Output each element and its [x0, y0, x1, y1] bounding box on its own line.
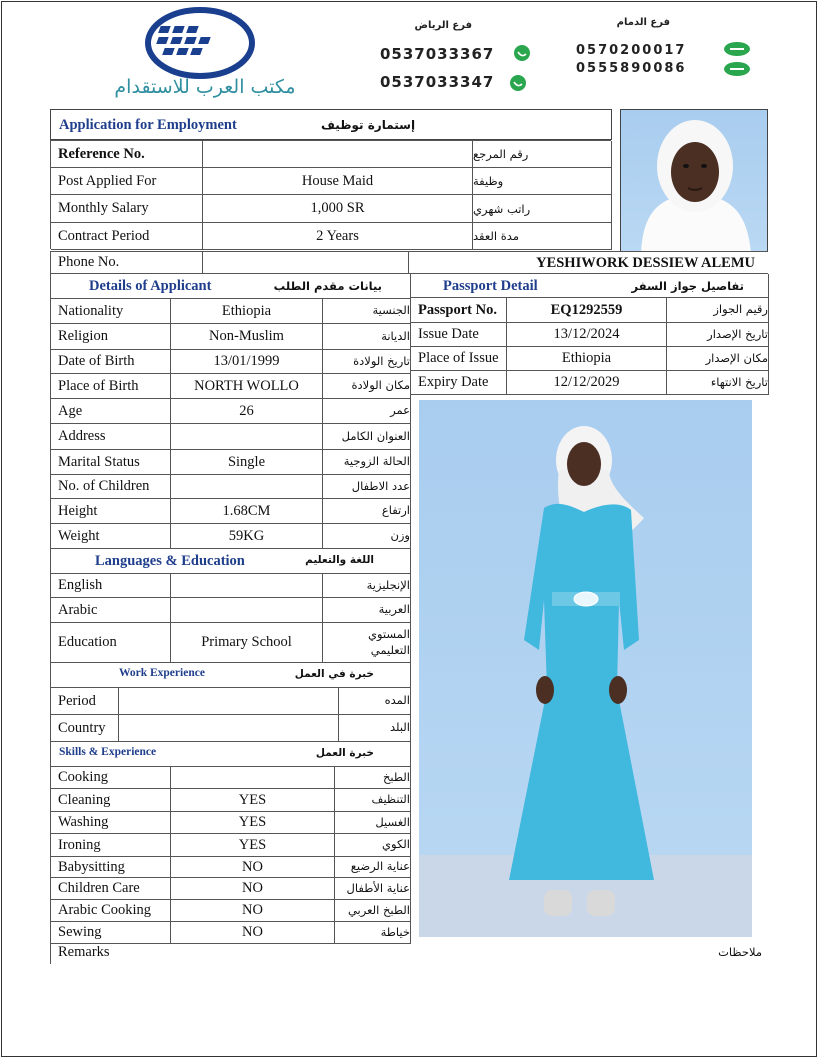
- whatsapp-icon: [512, 44, 532, 67]
- lang-section-header: [51, 549, 411, 574]
- detail-label-ar: عمر: [323, 399, 411, 424]
- language-label-ar: العربية: [323, 598, 411, 623]
- form-title-box: [50, 109, 612, 140]
- skill-label: Sewing: [51, 922, 171, 944]
- detail-label-ar: تاريخ الولادة: [323, 350, 411, 374]
- skill-value: [171, 767, 335, 789]
- detail-value: 1.68CM: [171, 499, 323, 524]
- post-value: House Maid: [203, 168, 473, 195]
- dammam-phone-2[interactable]: 0555890086: [576, 61, 687, 76]
- skill-label-ar: عناية الأطفال: [335, 878, 411, 900]
- passport-value: 12/12/2029: [507, 371, 667, 395]
- applicant-full-photo: [419, 400, 752, 937]
- skill-label: Cleaning: [51, 789, 171, 812]
- passport-label: Issue Date: [411, 323, 507, 347]
- skill-label-ar: الطبخ: [335, 767, 411, 789]
- passport-value: Ethiopia: [507, 347, 667, 371]
- detail-label-ar: مكان الولادة: [323, 374, 411, 399]
- remarks-label-ar: ملاحظات: [718, 945, 762, 959]
- skill-label-ar: التنظيف: [335, 789, 411, 812]
- detail-label: Address: [51, 424, 171, 450]
- detail-label: Place of Birth: [51, 374, 171, 399]
- section-title-ar: خبرة العمل: [315, 747, 374, 759]
- work-section-header: [51, 663, 411, 688]
- detail-label: Marital Status: [51, 450, 171, 475]
- riyadh-phone-2[interactable]: 0537033347: [380, 73, 495, 91]
- section-title-en: Skills & Experience: [59, 746, 157, 758]
- post-label: Post Applied For: [51, 168, 203, 195]
- contract-value: 2 Years: [203, 223, 473, 250]
- dammam-phone-1[interactable]: 0570200017: [576, 43, 687, 58]
- passport-label-ar: رقيم الجواز: [667, 298, 769, 323]
- section-title-en: Languages & Education: [95, 553, 245, 569]
- company-name: مكتب العرب للاستقدام: [114, 76, 296, 98]
- detail-label-ar: العنوان الكامل: [323, 424, 411, 450]
- passport-title-en: Passport Detail: [443, 278, 538, 294]
- detail-label-ar: الجنسية: [323, 299, 411, 324]
- skill-value: NO: [171, 922, 335, 944]
- details-title-ar: بيانات مقدم الطلب: [273, 279, 382, 293]
- skill-label-ar: الطبخ العربي: [335, 900, 411, 922]
- phone-value: [203, 252, 409, 274]
- contract-label: Contract Period: [51, 223, 203, 250]
- section-title-en: Work Experience: [119, 667, 205, 679]
- detail-label-ar: الحالة الزوجية: [323, 450, 411, 475]
- detail-label: Height: [51, 499, 171, 524]
- reference-label: Reference No.: [51, 141, 203, 168]
- skill-label: Arabic Cooking: [51, 900, 171, 922]
- passport-table: [410, 273, 768, 395]
- detail-label-ar: وزن: [323, 524, 411, 549]
- detail-label: No. of Children: [51, 475, 171, 499]
- phone-label: Phone No.: [51, 252, 203, 274]
- details-table: [50, 273, 410, 944]
- detail-label-ar: الديانة: [323, 324, 411, 350]
- salary-label-ar: راتب شهري: [473, 195, 612, 223]
- phone-icon: [722, 61, 752, 82]
- language-label-ar: الإنجليزية: [323, 574, 411, 598]
- passport-label: Place of Issue: [411, 347, 507, 371]
- work-label-ar: البلد: [339, 715, 411, 742]
- phone-row: [50, 251, 768, 273]
- work-value: [119, 688, 339, 715]
- form-title-ar: إستمارة توظيف: [321, 118, 416, 132]
- salary-value: 1,000 SR: [203, 195, 473, 223]
- detail-value: 26: [171, 399, 323, 424]
- remarks-label: Remarks: [58, 944, 110, 960]
- company-logo: [140, 6, 260, 80]
- section-title-ar: اللغة والتعليم: [305, 554, 374, 566]
- language-value: [171, 574, 323, 598]
- section-title-ar: خبرة في العمل: [294, 668, 374, 680]
- passport-label-ar: مكان الإصدار: [667, 347, 769, 371]
- applicant-portrait-photo: [620, 109, 768, 252]
- passport-header: [411, 274, 769, 298]
- passport-label-ar: تاريخ الانتهاء: [667, 371, 769, 395]
- skill-value: NO: [171, 900, 335, 922]
- salary-label: Monthly Salary: [51, 195, 203, 223]
- skill-label: Cooking: [51, 767, 171, 789]
- passport-title-ar: تفاصيل جواز السفر: [631, 279, 744, 293]
- language-label-ar: المستوي التعليمي: [323, 623, 411, 663]
- skill-value: YES: [171, 789, 335, 812]
- skills-section-header: [51, 742, 411, 767]
- skill-value: NO: [171, 878, 335, 900]
- riyadh-phone-1[interactable]: 0537033367: [380, 45, 495, 63]
- skill-label: Babysitting: [51, 857, 171, 878]
- detail-label: Date of Birth: [51, 350, 171, 374]
- skill-label-ar: الغسيل: [335, 812, 411, 834]
- detail-label: Nationality: [51, 299, 171, 324]
- detail-label: Religion: [51, 324, 171, 350]
- skill-label: Children Care: [51, 878, 171, 900]
- phone-icon: [722, 41, 752, 62]
- applicant-name: YESHIWORK DESSIEW ALEMU: [536, 254, 755, 271]
- language-label: English: [51, 574, 171, 598]
- skill-value: YES: [171, 834, 335, 857]
- reference-value: [203, 141, 473, 168]
- detail-value: 59KG: [171, 524, 323, 549]
- contract-label-ar: مدة العقد: [473, 223, 612, 250]
- detail-value: 13/01/1999: [171, 350, 323, 374]
- riyadh-branch-label: فرع الرياض: [414, 20, 472, 31]
- details-header: [51, 274, 411, 299]
- remarks-row: [50, 940, 768, 964]
- detail-label-ar: عدد الاطفال: [323, 475, 411, 499]
- work-label-ar: المده: [339, 688, 411, 715]
- reference-label-ar: رقم المرجع: [473, 141, 612, 168]
- detail-label: Weight: [51, 524, 171, 549]
- work-label: Country: [51, 715, 119, 742]
- skill-label-ar: الكوي: [335, 834, 411, 857]
- language-label: Education: [51, 623, 171, 663]
- skill-value: YES: [171, 812, 335, 834]
- passport-value: 13/12/2024: [507, 323, 667, 347]
- details-title-en: Details of Applicant: [89, 278, 212, 294]
- skill-label: Washing: [51, 812, 171, 834]
- detail-value: [171, 424, 323, 450]
- language-value: [171, 598, 323, 623]
- detail-label-ar: ارتفاع: [323, 499, 411, 524]
- skill-label-ar: عناية الرضيع: [335, 857, 411, 878]
- svg-text:✦: ✦: [226, 9, 237, 23]
- passport-label: Expiry Date: [411, 371, 507, 395]
- language-label: Arabic: [51, 598, 171, 623]
- post-label-ar: وظيفة: [473, 168, 612, 195]
- passport-label-ar: تاريخ الإصدار: [667, 323, 769, 347]
- dammam-branch-label: فرع الدمام: [616, 17, 670, 28]
- top-info-table: [50, 140, 611, 249]
- language-value: Primary School: [171, 623, 323, 663]
- detail-value: Non-Muslim: [171, 324, 323, 350]
- form-title-en: Application for Employment: [59, 117, 237, 133]
- work-label: Period: [51, 688, 119, 715]
- detail-value: [171, 475, 323, 499]
- whatsapp-icon: [508, 74, 528, 97]
- detail-value: Ethiopia: [171, 299, 323, 324]
- work-value: [119, 715, 339, 742]
- passport-label: Passport No.: [411, 298, 507, 323]
- skill-label-ar: خياطة: [335, 922, 411, 944]
- detail-value: NORTH WOLLO: [171, 374, 323, 399]
- skill-value: NO: [171, 857, 335, 878]
- passport-value: EQ1292559: [507, 298, 667, 323]
- skill-label: Ironing: [51, 834, 171, 857]
- detail-value: Single: [171, 450, 323, 475]
- detail-label: Age: [51, 399, 171, 424]
